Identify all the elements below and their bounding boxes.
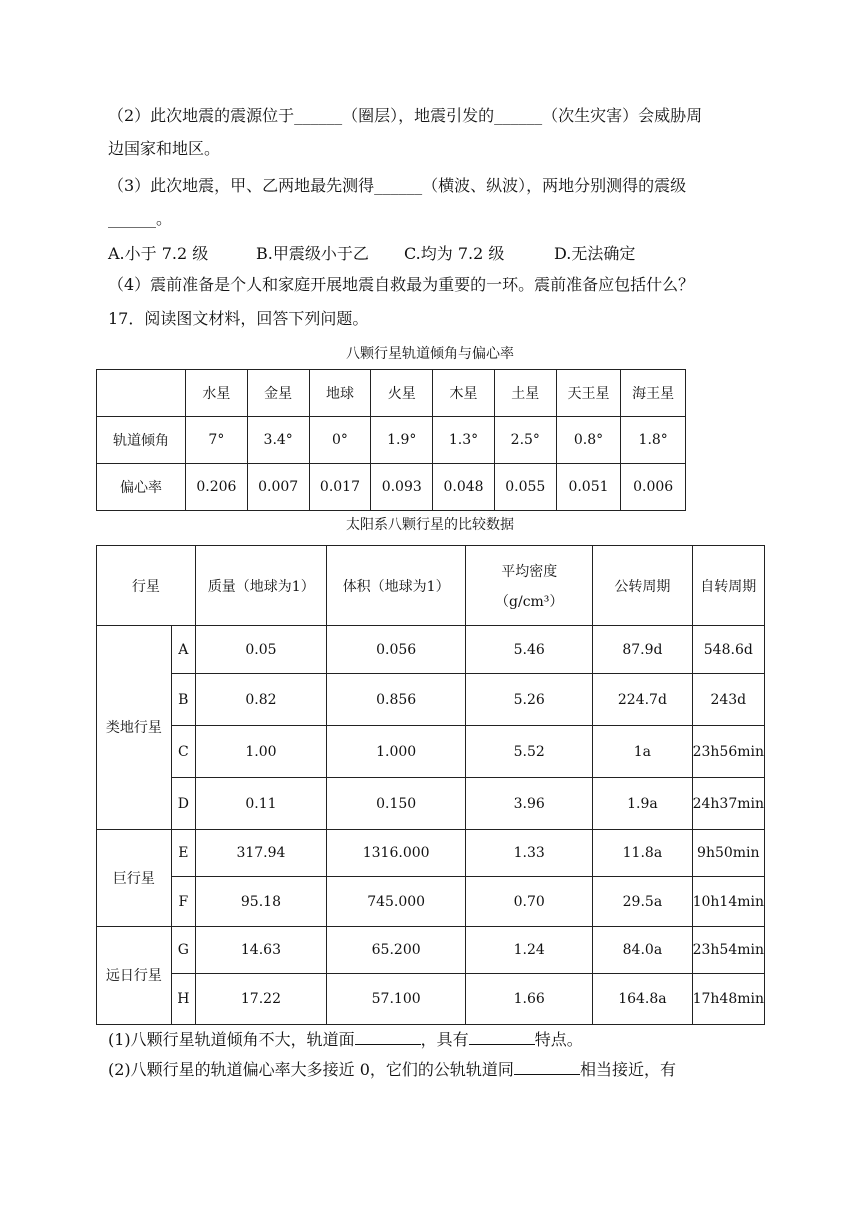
- table-cell: 1.33: [466, 830, 593, 877]
- table-cell: 23h56min: [692, 726, 764, 778]
- question-2-line-2: 边国家和地区。: [108, 139, 221, 158]
- question-2-line-1: （2）此次地震的震源位于______（圈层），地震引发的______（次生灾害）会威胁周: [108, 106, 703, 125]
- question-3-line-2: ______。: [108, 209, 173, 228]
- question-3-line-1: （3）此次地震，甲、乙两地最先测得______（横波、纵波），两地分别测得的震级: [108, 176, 687, 195]
- table-cell: H: [171, 974, 195, 1025]
- table-cell: 7°: [186, 417, 248, 464]
- table-cell: 0.017: [309, 464, 371, 511]
- table-cell: 95.18: [195, 877, 326, 927]
- option-a: A.小于 7.2 级: [108, 244, 209, 263]
- option-b: B.甲震级小于乙: [256, 244, 369, 263]
- table-cell: 0.056: [327, 626, 466, 674]
- table-row: [97, 778, 765, 830]
- table-cell: 1.9a: [593, 778, 692, 830]
- header-volume: 体积（地球为1）: [327, 546, 466, 626]
- answer-blank[interactable]: [355, 1028, 421, 1045]
- table-cell: 5.52: [466, 726, 593, 778]
- table-cell: 23h54min: [692, 927, 764, 974]
- table-cell: 1.8°: [621, 417, 686, 464]
- header-rotation-period: 自转周期: [692, 546, 764, 626]
- question-17: 17．阅读图文材料，回答下列问题。: [108, 309, 369, 328]
- table-row: [97, 830, 765, 877]
- table-cell: 0.007: [247, 464, 309, 511]
- table-cell: 5.26: [466, 674, 593, 726]
- sub-question-1-part-b: ，具有: [420, 1030, 469, 1049]
- table-cell: 海王星: [621, 370, 686, 417]
- sub-question-2: [108, 1058, 676, 1080]
- table-cell: 1.000: [327, 726, 466, 778]
- table-cell: 5.46: [466, 626, 593, 674]
- table-cell: G: [171, 927, 195, 974]
- table-cell: 14.63: [195, 927, 326, 974]
- group-outer: 远日行星: [97, 927, 172, 1025]
- sub-question-2-part-b: 相当接近，有: [579, 1060, 676, 1079]
- table-cell: 0.8°: [556, 417, 621, 464]
- table-cell: 17h48min: [692, 974, 764, 1025]
- table-cell: 0.055: [494, 464, 556, 511]
- table-cell: 0°: [309, 417, 371, 464]
- table-cell: 0.048: [433, 464, 495, 511]
- table-row: [97, 877, 765, 927]
- table-cell: 水星: [186, 370, 248, 417]
- table-cell: 0.11: [195, 778, 326, 830]
- table-cell: 243d: [692, 674, 764, 726]
- group-giant: 巨行星: [97, 830, 172, 927]
- table-cell: 1.3°: [433, 417, 495, 464]
- table-cell: 0.05: [195, 626, 326, 674]
- table-cell: 天王星: [556, 370, 621, 417]
- table-row: [97, 927, 765, 974]
- table-cell: 地球: [309, 370, 371, 417]
- option-d: D.无法确定: [554, 244, 636, 263]
- answer-blank[interactable]: [469, 1028, 535, 1045]
- table-cell: 1a: [593, 726, 692, 778]
- table-cell: 1.24: [466, 927, 593, 974]
- table-cell: 土星: [494, 370, 556, 417]
- table-cell: 0.856: [327, 674, 466, 726]
- table-cell: D: [171, 778, 195, 830]
- table-cell: 0.150: [327, 778, 466, 830]
- orbit-table-header: [97, 370, 686, 417]
- table-cell: 0.70: [466, 877, 593, 927]
- header-density-label: 平均密度: [501, 563, 558, 580]
- table-cell: 1.66: [466, 974, 593, 1025]
- table-row: [97, 464, 686, 511]
- table-cell: E: [171, 830, 195, 877]
- table-cell: 548.6d: [692, 626, 764, 674]
- orbit-table: [96, 369, 686, 511]
- table-cell: C: [171, 726, 195, 778]
- table-row: [97, 417, 686, 464]
- table-cell: 0.093: [371, 464, 433, 511]
- table-cell: 24h37min: [692, 778, 764, 830]
- table-row: [97, 674, 765, 726]
- question-4: （4）震前准备是个人和家庭开展地震自救最为重要的一环。震前准备应包括什么？: [108, 275, 695, 294]
- table-cell: 0.051: [556, 464, 621, 511]
- table-cell: 9h50min: [692, 830, 764, 877]
- table-cell: 3.4°: [247, 417, 309, 464]
- planet-comparison-table: [96, 545, 765, 1025]
- table-cell: 轨道倾角: [97, 417, 186, 464]
- table2-caption: 太阳系八颗行星的比较数据: [346, 517, 514, 533]
- table-cell: 84.0a: [593, 927, 692, 974]
- table-cell: 87.9d: [593, 626, 692, 674]
- table1-caption: 八颗行星轨道倾角与偏心率: [346, 346, 514, 362]
- table-cell: 1.00: [195, 726, 326, 778]
- table-cell: 火星: [371, 370, 433, 417]
- table-cell: 偏心率: [97, 464, 186, 511]
- table-cell: 745.000: [327, 877, 466, 927]
- table-cell: [97, 370, 186, 417]
- planet-table-header: [97, 546, 765, 626]
- table-cell: A: [171, 626, 195, 674]
- table-cell: 65.200: [327, 927, 466, 974]
- group-terrestrial: 类地行星: [97, 626, 172, 830]
- table-cell: 29.5a: [593, 877, 692, 927]
- header-planet: 行星: [97, 546, 196, 626]
- header-density-unit: （g/cm³）: [495, 593, 564, 610]
- table-row: [97, 974, 765, 1025]
- option-c: C.均为 7.2 级: [404, 244, 505, 263]
- table-cell: 0.206: [186, 464, 248, 511]
- table-cell: B: [171, 674, 195, 726]
- table-cell: 2.5°: [494, 417, 556, 464]
- table-cell: 11.8a: [593, 830, 692, 877]
- table-cell: 1.9°: [371, 417, 433, 464]
- answer-options: [108, 241, 635, 264]
- table-cell: 224.7d: [593, 674, 692, 726]
- table-cell: 0.82: [195, 674, 326, 726]
- sub-question-2-part-a: (2)八颗行星的轨道偏心率大多接近 0，它们的公轨轨道同: [108, 1060, 514, 1079]
- sub-question-1-part-c: 特点。: [534, 1030, 583, 1049]
- table-cell: 317.94: [195, 830, 326, 877]
- table-cell: 3.96: [466, 778, 593, 830]
- table-cell: F: [171, 877, 195, 927]
- answer-blank[interactable]: [514, 1058, 580, 1075]
- table-cell: 1316.000: [327, 830, 466, 877]
- sub-question-1-part-a: (1)八颗行星轨道倾角不大，轨道面: [108, 1030, 355, 1049]
- sub-question-1: [108, 1028, 583, 1050]
- header-density: [466, 546, 593, 626]
- header-mass: 质量（地球为1）: [195, 546, 326, 626]
- table-cell: 17.22: [195, 974, 326, 1025]
- table-cell: 57.100: [327, 974, 466, 1025]
- table-cell: 金星: [247, 370, 309, 417]
- table-row: [97, 726, 765, 778]
- table-cell: 0.006: [621, 464, 686, 511]
- table-cell: 木星: [433, 370, 495, 417]
- header-orbit-period: 公转周期: [593, 546, 692, 626]
- table-row: [97, 626, 765, 674]
- table-cell: 164.8a: [593, 974, 692, 1025]
- table-cell: 10h14min: [692, 877, 764, 927]
